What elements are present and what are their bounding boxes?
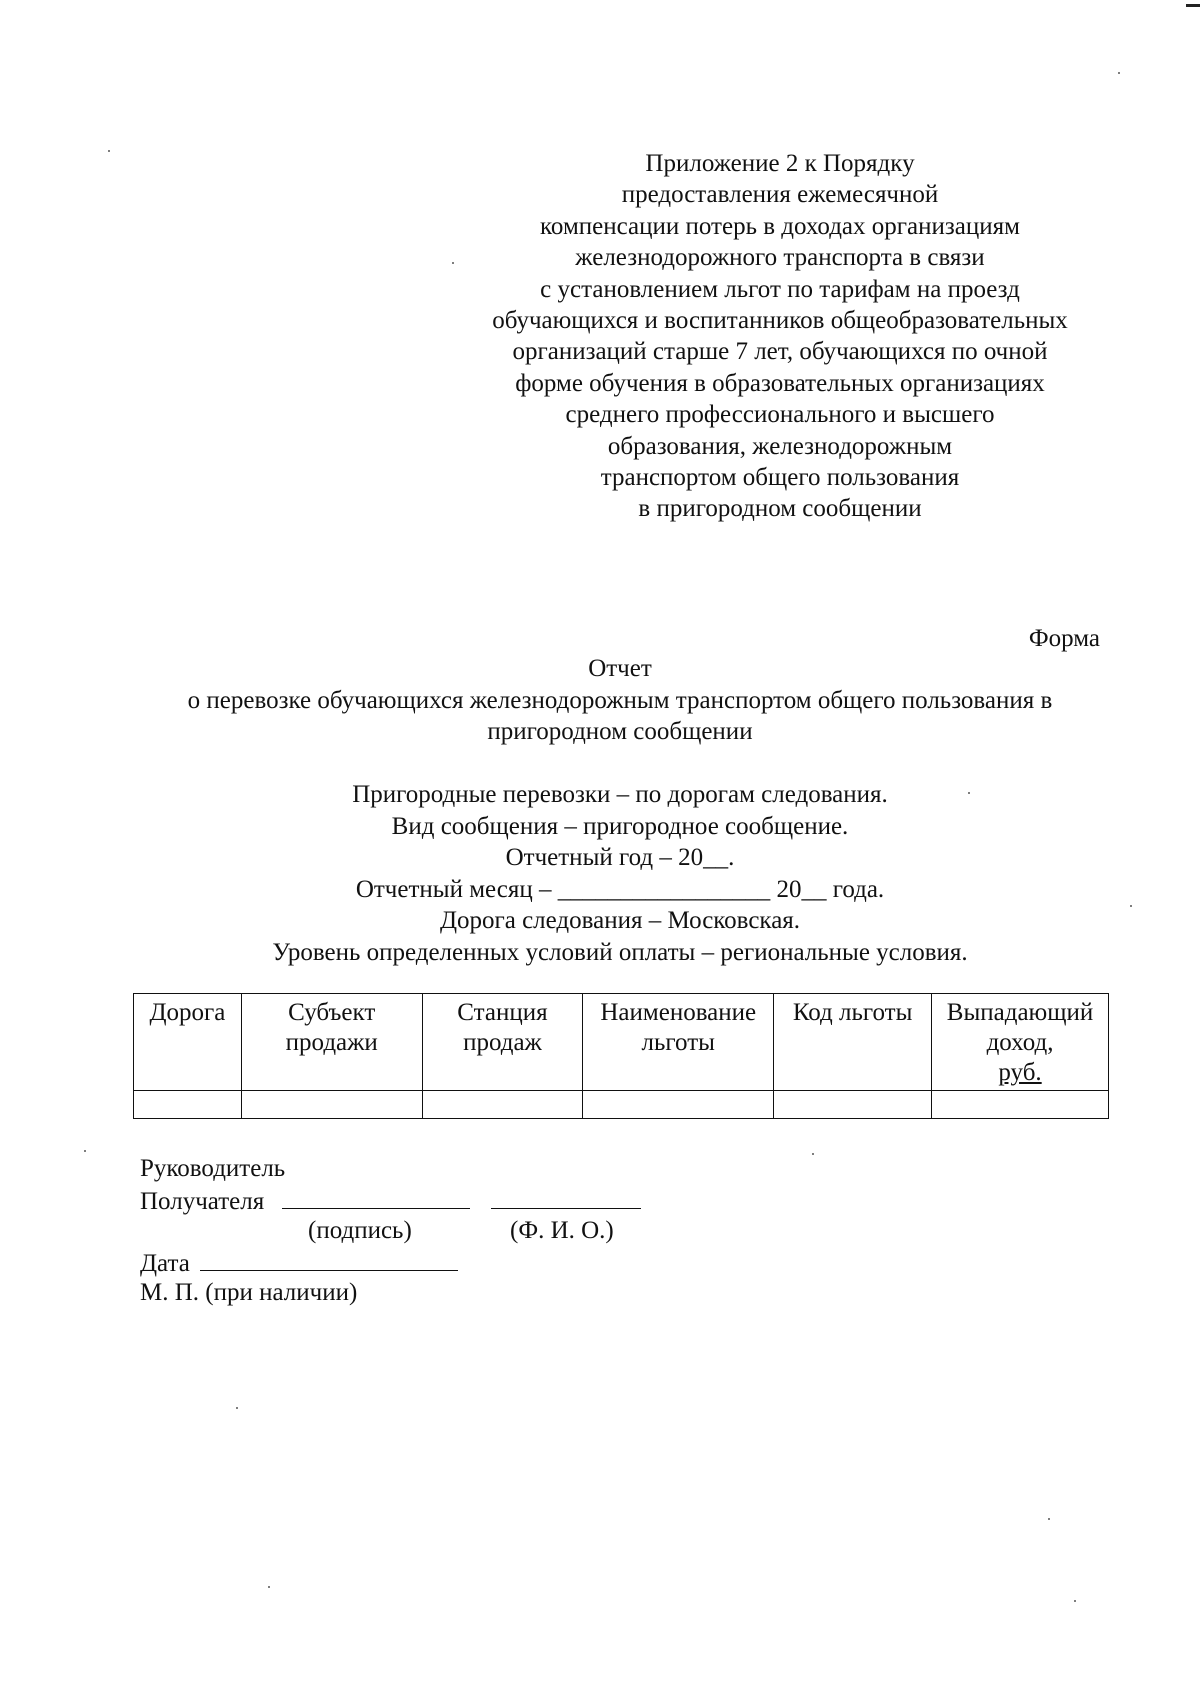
- appendix-line: предоставления ежемесячной: [621, 181, 939, 209]
- report-subtitle-line: пригородном сообщении: [487, 718, 753, 745]
- date-label: Дата: [140, 1250, 190, 1277]
- param-payment-level: Уровень определенных условий оплаты – региональные условия.: [272, 938, 968, 966]
- appendix-line: компенсации потерь в доходах организациям: [540, 212, 1020, 240]
- scan-speck: [812, 1153, 814, 1155]
- header-text: Дорога: [149, 999, 226, 1026]
- signature-block: [140, 1153, 641, 1308]
- table-cell[interactable]: [422, 1091, 583, 1119]
- report-parameters: [0, 779, 1200, 968]
- param-railway: Дорога следования – Московская.: [439, 907, 801, 934]
- appendix-line: среднего профессионального и высшего: [565, 401, 995, 429]
- appendix-line: Приложение 2 к Порядку: [645, 150, 915, 177]
- full-name-field[interactable]: [491, 1184, 641, 1209]
- header-text: Субъект: [288, 999, 376, 1026]
- scan-speck: [84, 1150, 86, 1152]
- scan-speck: [1118, 72, 1120, 74]
- head-line: [140, 1153, 641, 1184]
- date-field[interactable]: [200, 1246, 458, 1271]
- scan-speck: [268, 1586, 270, 1588]
- appendix-header: [440, 148, 1120, 525]
- param-transport-type: Пригородные перевозки – по дорогам следования.: [352, 781, 888, 808]
- report-table: [133, 993, 1109, 1119]
- head-label: Руководитель: [140, 1155, 286, 1182]
- column-header-benefit-name: [583, 994, 774, 1091]
- column-header-road: [134, 994, 242, 1091]
- appendix-line: в пригородном сообщении: [638, 495, 922, 523]
- appendix-line: с установлением льгот по тарифам на проезд: [540, 275, 1020, 303]
- appendix-line: транспортом общего пользования: [600, 464, 960, 492]
- header-text: продаж: [463, 1029, 542, 1056]
- scan-speck: [236, 1407, 238, 1409]
- date-line: [140, 1246, 641, 1277]
- appendix-line: форме обучения в образовательных организациях: [515, 369, 1045, 397]
- form-label: Форма: [1028, 625, 1100, 652]
- table-row: [134, 1091, 1109, 1119]
- table-cell[interactable]: [774, 1091, 932, 1119]
- table-cell[interactable]: [134, 1091, 242, 1119]
- table-cell[interactable]: [583, 1091, 774, 1119]
- appendix-line: образования, железнодорожным: [607, 432, 953, 460]
- param-report-year: Отчетный год – 20__.: [505, 844, 735, 871]
- report-title: Отчет: [588, 655, 652, 682]
- table-cell[interactable]: [932, 1091, 1109, 1119]
- scan-speck: [1048, 1518, 1050, 1520]
- captions-line: [140, 1215, 641, 1246]
- scan-speck: [968, 792, 970, 794]
- header-text: продажи: [285, 1029, 378, 1056]
- report-table-container: [133, 993, 1109, 1119]
- scan-corner-mark: [1186, 4, 1200, 7]
- name-caption: (Ф. И. О.): [510, 1217, 614, 1244]
- header-text: руб.: [998, 1059, 1042, 1086]
- appendix-line: обучающихся и воспитанников общеобразовательных: [492, 307, 1068, 335]
- table-cell[interactable]: [241, 1091, 422, 1119]
- table-header-row: [134, 994, 1109, 1091]
- scan-speck: [1130, 905, 1132, 907]
- stamp-label: М. П. (при наличии): [140, 1279, 358, 1306]
- header-text: льготы: [641, 1029, 715, 1056]
- header-text: доход,: [986, 1029, 1054, 1056]
- header-text: Наименование: [600, 999, 757, 1026]
- scan-speck: [1074, 1600, 1076, 1602]
- appendix-line: железнодорожного транспорта в связи: [575, 244, 985, 272]
- signature-caption: (подпись): [308, 1217, 412, 1244]
- column-header-benefit-code: [774, 994, 932, 1091]
- report-title-block: [0, 653, 1200, 748]
- signature-field[interactable]: [282, 1184, 470, 1209]
- scan-speck: [108, 150, 110, 152]
- param-report-month: Отчетный месяц – _________________ 20__ года.: [355, 875, 885, 903]
- header-text: Код льготы: [792, 999, 913, 1026]
- recipient-line: [140, 1184, 641, 1215]
- column-header-sale-station: [422, 994, 583, 1091]
- column-header-lost-income: [932, 994, 1109, 1091]
- param-service-type: Вид сообщения – пригородное сообщение.: [391, 812, 849, 840]
- appendix-line: организаций старше 7 лет, обучающихся по очной: [512, 338, 1048, 366]
- header-text: Станция: [457, 999, 548, 1026]
- header-text: Выпадающий: [946, 999, 1094, 1026]
- scan-speck: [452, 262, 454, 264]
- stamp-line: [140, 1277, 641, 1308]
- report-subtitle-line: о перевозке обучающихся железнодорожным транспортом общего пользования в: [187, 686, 1053, 714]
- column-header-sale-subject: [241, 994, 422, 1091]
- recipient-label: Получателя: [140, 1188, 265, 1215]
